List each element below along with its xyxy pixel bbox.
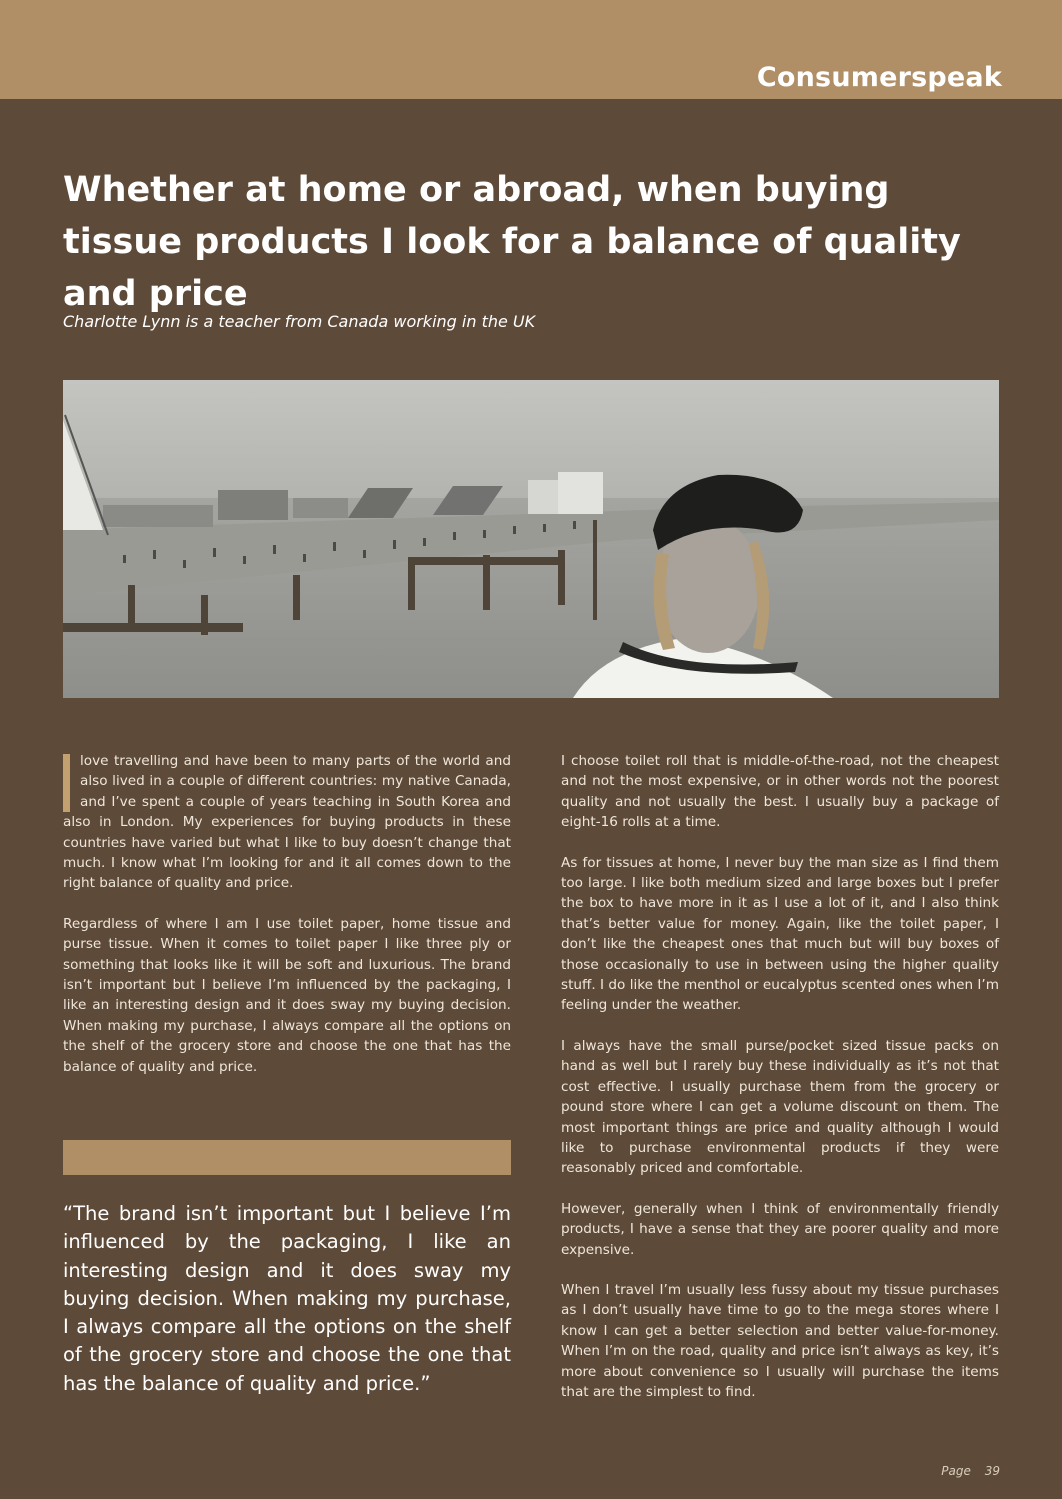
body-paragraph: Regardless of where I am I use toilet paper, home tissue and purse tissue. When it comes to toilet paper I like three ply or something that looks like it will be soft and luxurious. The brand isn’t important but I believe I’m influenced by the packaging, I like an interesting design and it does sway my buying decision. When making my purchase, I always compare all the options on the shelf of the grocery store and choose the one that has the balance of quality and price. xyxy=(63,915,511,1075)
article-column-right xyxy=(561,751,999,1422)
page-number xyxy=(941,1464,1000,1478)
article-headline: Whether at home or abroad, when buying tissue products I look for a balance of quality and price xyxy=(63,170,961,314)
body-paragraph: However, generally when I think of environmentally friendly products, I have a sense that they are poorer quality and more expensive. xyxy=(561,1200,999,1258)
body-paragraph: I choose toilet roll that is middle-of-the-road, not the cheapest and not the most expensive, or in other words not the poorest quality and not usually the best. I usually buy a package of eight-16 rolls at a time. xyxy=(561,753,999,831)
pull-quote: “The brand isn’t important but I believe I’m influenced by the packaging, I like an interesting design and it does sway my buying decision. When making my purchase, I always compare all the options on the shelf of the grocery store and choose the one that has the balance of quality and price.” xyxy=(63,1202,511,1395)
beach-photo-illustration xyxy=(63,380,999,698)
article-byline: Charlotte Lynn is a teacher from Canada working in the UK xyxy=(63,312,536,331)
body-paragraph: When I travel I’m usually less fussy about my tissue purchases as I don’t usually have time to go to the mega stores where I know I can get a better selection and better value-for-money. When I’m on the road, quality and price isn’t always as key, it’s more about convenience so I usually will purchase the items that are the simplest to find. xyxy=(561,1281,999,1400)
body-paragraph: love travelling and have been to many parts of the world and also lived in a couple of different countries: my native Canada, and I’ve spent a couple of years teaching in South Korea and also in London. My experiences for buying products in these countries have varied but what I like to buy doesn’t change that much. I know what I’m looking for and it all comes down to the right balance of quality and price. xyxy=(63,753,511,892)
article-column-left xyxy=(63,751,511,1097)
section-title: Consumerspeak xyxy=(756,62,1002,93)
page-label: Page xyxy=(941,1464,971,1478)
page-number-value: 39 xyxy=(984,1464,1000,1478)
article-photo xyxy=(63,380,999,698)
body-paragraph: As for tissues at home, I never buy the man size as I find them too large. I like both medium sized and large boxes but I prefer the box to have more in it as I use a lot of it, and I also think that’s better value for money. Again, like the toilet paper, I don’t like the cheapest ones that much but will buy boxes of those occasionally to use in between using the higher quality stuff. I do like the menthol or eucalyptus scented ones when I’m feeling under the weather. xyxy=(561,854,999,1014)
body-paragraph: I always have the small purse/pocket sized tissue packs on hand as well but I rarely buy these individually as it’s not that cost effective. I usually purchase them from the grocery or pound store where I can get a volume discount on them. The most important things are price and quality although I would like to purchase environmental products if they were reasonably priced and comfortable. xyxy=(561,1037,999,1177)
pull-quote-accent-bar xyxy=(63,1140,511,1175)
drop-cap-bar xyxy=(63,754,70,812)
